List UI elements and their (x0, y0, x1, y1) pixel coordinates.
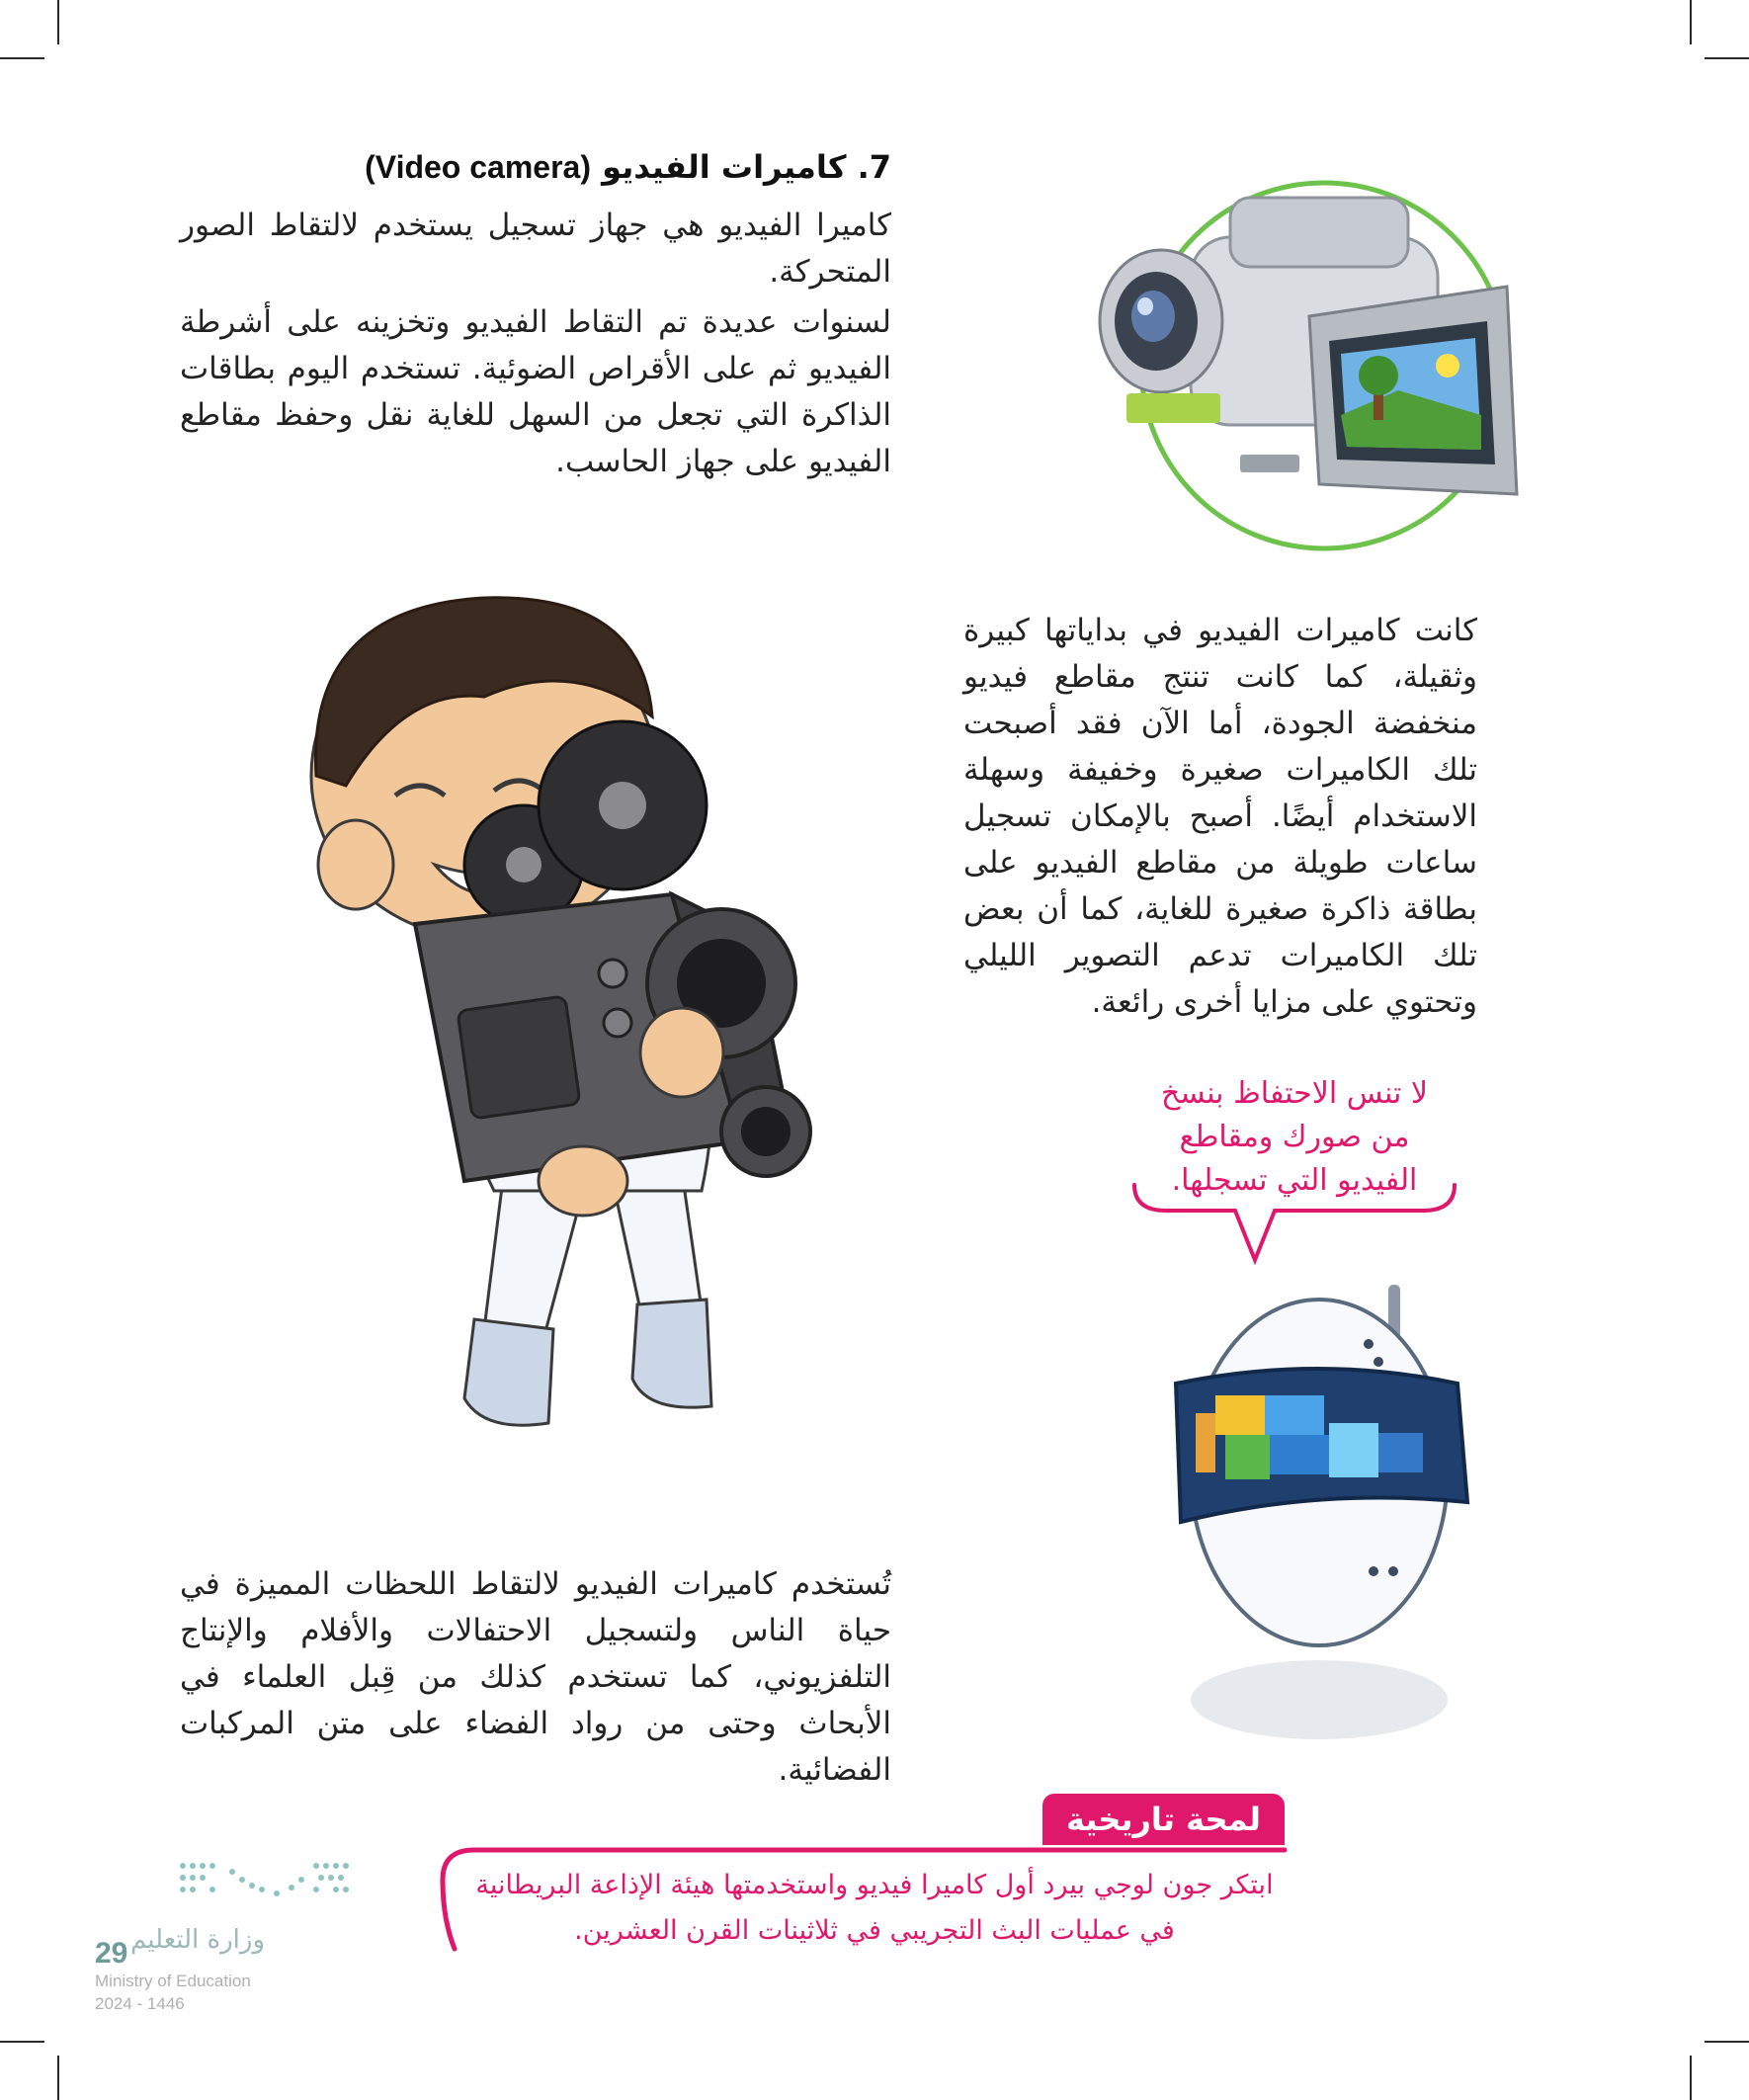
history-paragraph: لسنوات عديدة تم التقاط الفيديو وتخزينه على أشرطة الفيديو ثم على الأقراص الضوئية. تستخدم اليوم بطاقات الذاكرة التي تجعل من السهل للغاية نقل وحفظ مقاطع الفيديو على جهاز الحاسب. (180, 304, 891, 479)
history-box-text (464, 1863, 1285, 1954)
camcorder-illustration (1082, 168, 1556, 563)
speech-bubble-outline (1126, 1181, 1462, 1270)
robot-tip-line: من صورك ومقاطع (1179, 1120, 1410, 1154)
intro-paragraph: كاميرا الفيديو هي جهاز تسجيل يستخدم لالتقاط الصور المتحركة. (180, 208, 891, 290)
evolution-paragraph: كانت كاميرات الفيديو في بداياتها كبيرة وثقيلة، كما كانت تنتج مقاطع فيديو منخفضة الجودة، أما الآن فقد أصبحت تلك الكاميرات صغيرة وخفيفة وسهلة الاستخدام أيضًا. أصبح بالإمكان تسجيل ساعات طويلة من مقاطع الفيديو على بطاقة ذاكرة صغيرة للغاية، كما أن بعض تلك الكاميرات تدعم التصوير الليلي وتحتوي على مزايا أخرى رائعة. (963, 613, 1477, 1020)
ministry-name-arabic: وزارة التعليم (129, 1925, 266, 1955)
crop-mark (57, 0, 59, 44)
boy-with-film-camera-illustration (287, 539, 939, 1458)
heading-arabic: 7. كاميرات الفيديو (602, 148, 891, 186)
robot-illustration (1161, 1275, 1477, 1749)
history-box-line: ابتكر جون لوجي بيرد أول كاميرا فيديو واستخدمتها هيئة الإذاعة البريطانية (475, 1870, 1274, 1900)
heading-english: (Video camera) (365, 149, 591, 185)
robot-tip-line: الفيديو التي تسجلها. (1171, 1163, 1418, 1198)
crop-mark (1705, 57, 1749, 59)
robot-tip-line: لا تنس الاحتفاظ بنسخ (1161, 1076, 1428, 1111)
history-box-label: لمحة تاريخية (1042, 1794, 1285, 1845)
crop-mark (1690, 2056, 1692, 2100)
uses-paragraph: تُستخدم كاميرات الفيديو لالتقاط اللحظات المميزة في حياة الناس ولتسجيل الاحتفالات والأفلام والإنتاج التلفزيوني، كما تستخدم كذلك من قِبل العلماء في الأبحاث وحتى من رواد الفضاء على متن المركبات الفضائية. (180, 1566, 891, 1788)
section-heading (200, 148, 891, 186)
history-box-line: في عمليات البث التجريبي في ثلاثينات القرن العشرين. (574, 1915, 1175, 1946)
crop-mark (0, 57, 44, 59)
crop-mark (1705, 2041, 1749, 2043)
crop-mark (1690, 0, 1692, 44)
crop-mark (0, 2041, 44, 2043)
page-number: 29 (95, 1937, 128, 1970)
ministry-logo-dots (178, 1858, 356, 1907)
crop-mark (57, 2056, 59, 2100)
academic-year: 2024 - 1446 (95, 1994, 185, 2013)
ministry-name-english: Ministry of Education (95, 1972, 251, 1990)
